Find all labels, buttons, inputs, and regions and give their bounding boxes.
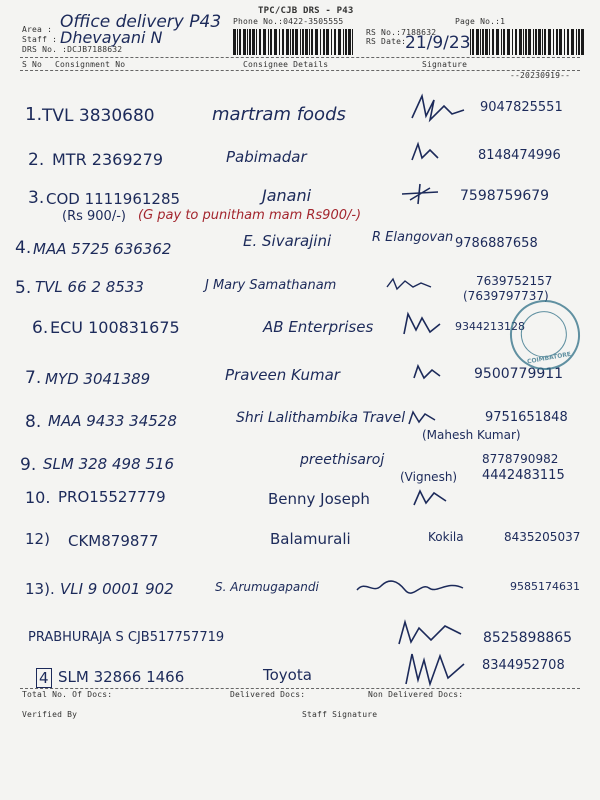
barcode-bar: [525, 29, 527, 55]
barcode-bar: [300, 29, 301, 55]
row-consignment: PRO15527779: [58, 488, 166, 506]
row-consignment: CKM879877: [68, 532, 159, 550]
barcode-right: [470, 29, 588, 55]
barcode-bar: [295, 29, 298, 55]
row-sno: 4.: [15, 238, 32, 258]
signature-scribble: [410, 487, 450, 509]
staff-signature: Staff Signature: [302, 710, 378, 719]
barcode-bar: [320, 29, 321, 55]
row-consignee: Janani: [262, 186, 312, 205]
rs-date-label: RS Date:: [366, 37, 407, 46]
row-consignment: SLM 32866 1466: [58, 668, 185, 686]
rs-number: RS No.:7188632: [366, 28, 437, 37]
barcode-bar: [528, 29, 531, 55]
run-date: --20230919--: [510, 71, 571, 80]
row-consignee: Pabimadar: [226, 148, 307, 166]
row-consignee: Benny Joseph: [268, 490, 370, 508]
area-value: Office delivery P43: [60, 12, 222, 32]
row-consignment: MAA 5725 636362: [33, 240, 172, 258]
barcode-bar: [305, 29, 308, 55]
row-phone: 9500779911: [474, 366, 564, 382]
barcode-bar: [512, 29, 513, 55]
row-sno: 8.: [25, 412, 42, 432]
row-phone: 9047825551: [480, 100, 563, 115]
row-sno: 7.: [25, 368, 42, 388]
barcode-bar: [553, 29, 554, 55]
barcode-bar: [559, 29, 562, 55]
row-sno: 12): [25, 530, 50, 548]
page-number: Page No.:1: [455, 17, 506, 26]
company-stamp: [504, 294, 585, 375]
row-signer: Kokila: [428, 530, 464, 544]
signature-scribble: [400, 310, 444, 338]
row-note: (Rs 900/-): [62, 209, 126, 224]
barcode-bar: [302, 29, 304, 55]
barcode-bar: [311, 29, 313, 55]
row-consignment: VLI 9 0001 902: [60, 580, 174, 598]
barcode-bar: [542, 29, 543, 55]
row-remark: (G pay to punitham mam Rs900/-): [138, 208, 362, 223]
barcode-bar: [476, 29, 479, 55]
barcode-bar: [247, 29, 248, 55]
row-consignment: TVL 66 2 8533: [35, 278, 144, 296]
delivered-docs: Delivered Docs:: [230, 690, 306, 699]
row-consignment: ECU 100831675: [50, 318, 180, 337]
column-signature: Signature: [422, 60, 468, 69]
barcode-bar: [492, 29, 494, 55]
row-phone: 9344213128: [455, 320, 525, 333]
row-consignment: SLM 328 498 516: [43, 455, 175, 473]
row-phone-alt: 4442483115: [482, 468, 565, 483]
barcode-bar: [538, 29, 541, 55]
barcode-bar: [237, 29, 238, 55]
barcode-bar: [544, 29, 546, 55]
barcode-bar: [515, 29, 517, 55]
row-sno: 9.: [20, 455, 37, 475]
barcode-bar: [576, 29, 577, 55]
row-sno: 1.: [25, 104, 43, 125]
signature-scribble: [398, 182, 442, 206]
barcode-bar: [338, 29, 341, 55]
barcode-bar: [581, 29, 584, 55]
signature-scribble: [408, 140, 444, 164]
barcode-bar: [263, 29, 266, 55]
stamp-city: COIMBATORE: [526, 350, 572, 366]
barcode-bar: [501, 29, 502, 55]
row-consignee: AB Enterprises: [263, 318, 374, 336]
row-phone: 9786887658: [455, 236, 538, 251]
barcode-bar: [533, 29, 534, 55]
footer-divider: [20, 688, 580, 689]
barcode-bar: [274, 29, 277, 55]
row-phone: 7639752157: [476, 274, 553, 288]
barcode-bar: [259, 29, 261, 55]
row-sno: 2.: [28, 150, 45, 170]
barcode-bar: [252, 29, 255, 55]
row-note: (Mahesh Kumar): [422, 428, 521, 442]
total-docs: Total No. Of Docs:: [22, 690, 113, 699]
row-phone: 8525898865: [483, 630, 573, 646]
rs-date-value: 21/9/23: [405, 33, 471, 53]
row-phone-alt: (7639797737): [463, 289, 549, 303]
row-sno: 6.: [32, 318, 49, 338]
header-divider-top: [20, 57, 580, 58]
verified-by: Verified By: [22, 710, 78, 719]
row-consignee: S. Arumugapandi: [215, 580, 319, 594]
barcode-bar: [256, 29, 257, 55]
signature-scribble: [355, 578, 465, 596]
row-consignee: Balamurali: [270, 530, 351, 548]
row-phone: 9585174631: [510, 580, 580, 593]
barcode-bar: [315, 29, 318, 55]
row-consignee: Shri Lalithambika Travel: [236, 410, 406, 426]
barcode-bar: [326, 29, 329, 55]
barcode-bar: [282, 29, 284, 55]
column-consignment: Consignment No: [55, 60, 126, 69]
row-phone: 8344952708: [482, 658, 565, 673]
barcode-bar: [519, 29, 522, 55]
document-title: TPC/CJB DRS - P43: [258, 6, 354, 16]
barcode-bar: [503, 29, 505, 55]
row-phone: 7598759679: [460, 188, 550, 204]
barcode-bar: [352, 29, 353, 55]
barcode-bar: [567, 29, 569, 55]
barcode-bar: [286, 29, 289, 55]
barcode-bar: [334, 29, 336, 55]
barcode-bar: [243, 29, 246, 55]
row-consignment: TVL 3830680: [42, 106, 155, 126]
barcode-bar: [233, 29, 236, 55]
barcode-bar: [348, 29, 351, 55]
barcode-bar: [489, 29, 490, 55]
barcode-bar: [239, 29, 241, 55]
barcode-bar: [480, 29, 481, 55]
barcode-bar: [482, 29, 484, 55]
signature-scribble: [405, 408, 439, 428]
row-sno: 13).: [25, 580, 55, 598]
row-consignment: COD 1111961285: [46, 190, 181, 208]
barcode-bar: [548, 29, 551, 55]
barcode-bar: [571, 29, 574, 55]
barcode-bar: [290, 29, 291, 55]
row-sno: 5.: [15, 278, 32, 298]
signature-scribble: [395, 618, 465, 648]
signature-scribble: [400, 650, 470, 688]
barcode-bar: [323, 29, 325, 55]
area-label: Area :: [22, 25, 53, 34]
barcode-bar: [556, 29, 558, 55]
barcode-bar: [279, 29, 280, 55]
barcode-bar: [268, 29, 269, 55]
barcode-bar: [292, 29, 294, 55]
column-consignee: Consignee Details: [243, 60, 329, 69]
row-phone: 9751651848: [485, 410, 568, 425]
row-consignee: E. Sivarajini: [243, 232, 332, 250]
row-sno: 4: [36, 668, 52, 688]
staff-value: Dhevayani N: [60, 28, 163, 47]
barcode-bar: [331, 29, 332, 55]
header-divider-bottom: [20, 70, 580, 71]
barcode-bar: [564, 29, 565, 55]
barcode-bar: [309, 29, 310, 55]
row-sno: 10.: [25, 488, 51, 507]
barcode-bar: [249, 29, 251, 55]
non-delivered-docs: Non Delivered Docs:: [368, 690, 464, 699]
column-sno: S No: [22, 60, 43, 69]
phone-number: Phone No.:0422-3505555: [233, 17, 344, 26]
row-consignee: Praveen Kumar: [225, 366, 340, 384]
row-consignee: Toyota: [263, 666, 312, 684]
barcode-bar: [578, 29, 580, 55]
barcode-bar: [496, 29, 499, 55]
row-consignment: MYD 3041389: [45, 370, 151, 388]
row-consignment: MTR 2369279: [52, 150, 164, 169]
drs-number: DRS No. :DCJB7188632: [22, 45, 123, 54]
barcode-bar: [523, 29, 524, 55]
row-consignee: J Mary Samathanam: [205, 278, 337, 293]
signature-scribble: [410, 362, 444, 382]
staff-label: Staff :: [22, 35, 58, 44]
barcode-bar: [507, 29, 510, 55]
row-consignment: PRABHURAJA S CJB517757719: [28, 630, 225, 645]
row-consignee: martram foods: [212, 104, 346, 125]
signature-scribble: [408, 92, 468, 124]
row-consignment: MAA 9433 34528: [48, 412, 177, 430]
row-phone: 8435205037: [504, 530, 581, 544]
barcode-bar: [485, 29, 488, 55]
row-consignee: preethisaroj: [300, 452, 385, 468]
row-phone: 8148474996: [478, 148, 561, 163]
row-sno: 3.: [28, 188, 45, 208]
barcode-bar: [343, 29, 344, 55]
row-note: (Vignesh): [400, 470, 458, 484]
barcode-bar: [535, 29, 537, 55]
barcode-bar: [345, 29, 347, 55]
barcode-bar: [270, 29, 272, 55]
row-phone: 8778790982: [482, 452, 559, 466]
signature-scribble: [385, 275, 433, 293]
row-signer: R Elangovan: [372, 230, 454, 245]
barcode-bar: [472, 29, 474, 55]
barcode-left: [233, 29, 358, 55]
